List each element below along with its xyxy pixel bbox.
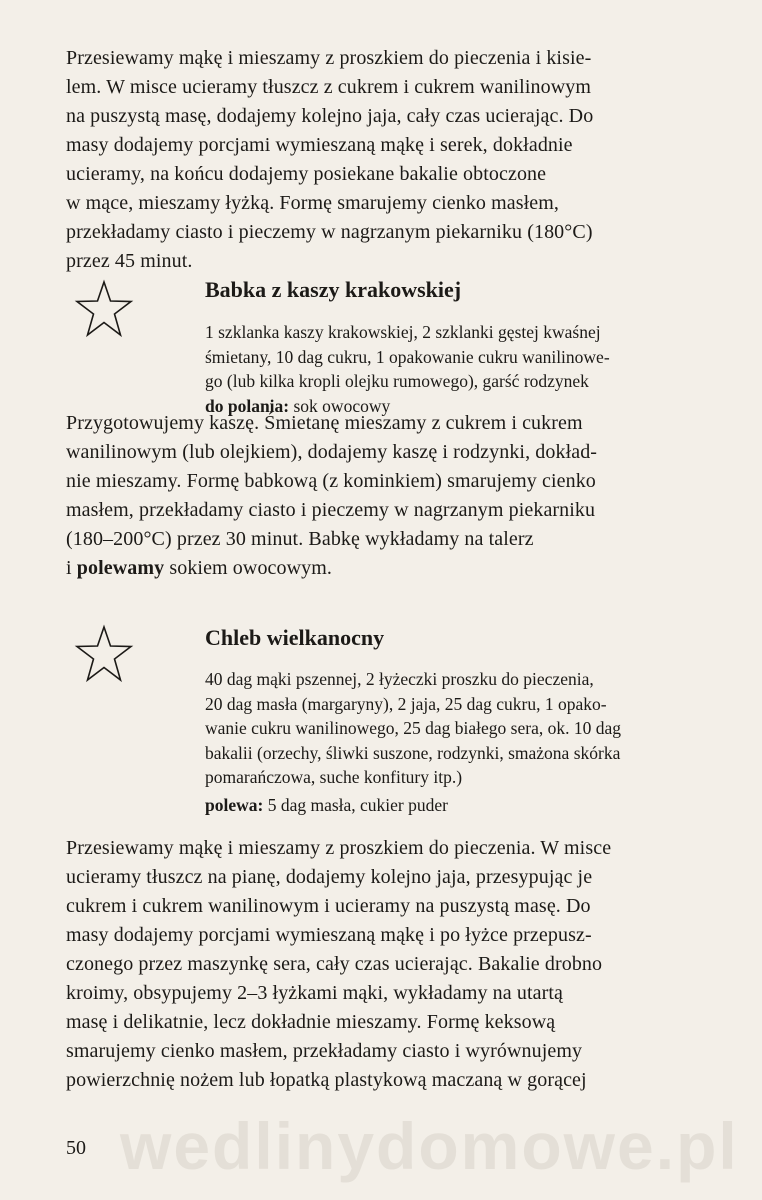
- method-text-end: sokiem owocowym.: [164, 557, 333, 579]
- method-text: Przygotowujemy kaszę. Śmietanę mieszamy z cukrem i cukrem wanilinowym (lub olejkiem), dodajemy kaszę i rodzynki, dokład- nie mieszamy. Formę babkową (z kominkiem) smarujemy cienko masłem, przekładamy ciasto i pieczemy w nagrzanym piekarniku (180–200°C) przez 30 minut. Babkę wykładamy na talerz i: [66, 412, 598, 579]
- intro-paragraph: Przesiewamy mąkę i mieszamy z proszkiem do pieczenia i kisie- lem. W misce ucieramy tłuszcz z cukrem i cukrem wanilinowym na puszystą masę, dodajemy kolejno jaja, cały czas ucierając. Do masy dodajemy porcjami wymieszaną mąkę i serek, dokładnie ucieramy, na końcu dodajemy posiekane bakalie obtoczone w mące, mieszamy łyżką. Formę smarujemy cienko masłem, przekładamy ciasto i pieczemy w nagrzanym piekarniku (180°C) przez 45 minut.: [66, 47, 594, 272]
- method-paragraph: Przesiewamy mąkę i mieszamy z proszkiem do pieczenia. W misce ucieramy tłuszcz na pianę, dodajemy kolejno jaja, przesypując je cukrem i cukrem wanilinowym i ucieramy na puszystą masę. Do masy dodajemy porcjami wymieszaną mąkę i po łyżce przepusz- czonego przez maszynkę sera, cały czas ucierając. Bakalie drobno kroimy, obsypujemy 2–3 łyżkami mąki, wykładamy na utartą masę i delikatnie, lecz dokładnie mieszamy. Formę keksową smarujemy cienko masłem, przekładamy ciasto i wyrównujemy powierzchnię nożem lub łopatką plastykową maczaną w gorącej: [66, 837, 612, 1091]
- glaze-label: polewa:: [205, 795, 264, 815]
- recipe-title: Chleb wielkanocny: [205, 625, 385, 650]
- page-number: 50: [66, 1137, 86, 1159]
- glaze-text: 5 dag masła, cukier puder: [263, 795, 448, 815]
- recipe-title: Babka z kaszy krakowskiej: [205, 277, 462, 302]
- glaze-line: [205, 793, 448, 817]
- topping-text: sok owocowy: [289, 396, 391, 416]
- ingredients-list: 40 dag mąki pszennej, 2 łyżeczki proszku do pieczenia, 20 dag masła (margaryny), 2 jaja, 25 dag cukru, 1 opako- wanie cukru wanilinowego, 25 dag białego sera, ok. 10 dag bakalii (orzechy, śliwki suszone, rodzynki, smażona skórka pomarańczowa, suche konfitury itp.): [205, 669, 621, 787]
- method-paragraph: [66, 409, 736, 583]
- watermark: wedlinydomowe.pl: [120, 1109, 739, 1183]
- star-icon: [73, 279, 135, 341]
- method-bold-word: polewamy: [76, 557, 165, 579]
- ingredients-list: 1 szklanka kaszy krakowskiej, 2 szklanki gęstej kwaśnej śmietany, 10 dag cukru, 1 opakowanie cukru wanilinowe- go (lub kilka kropli olejku rumowego), garść rodzynek: [205, 322, 610, 391]
- topping-label: do polania:: [205, 396, 290, 416]
- star-icon: [73, 624, 135, 686]
